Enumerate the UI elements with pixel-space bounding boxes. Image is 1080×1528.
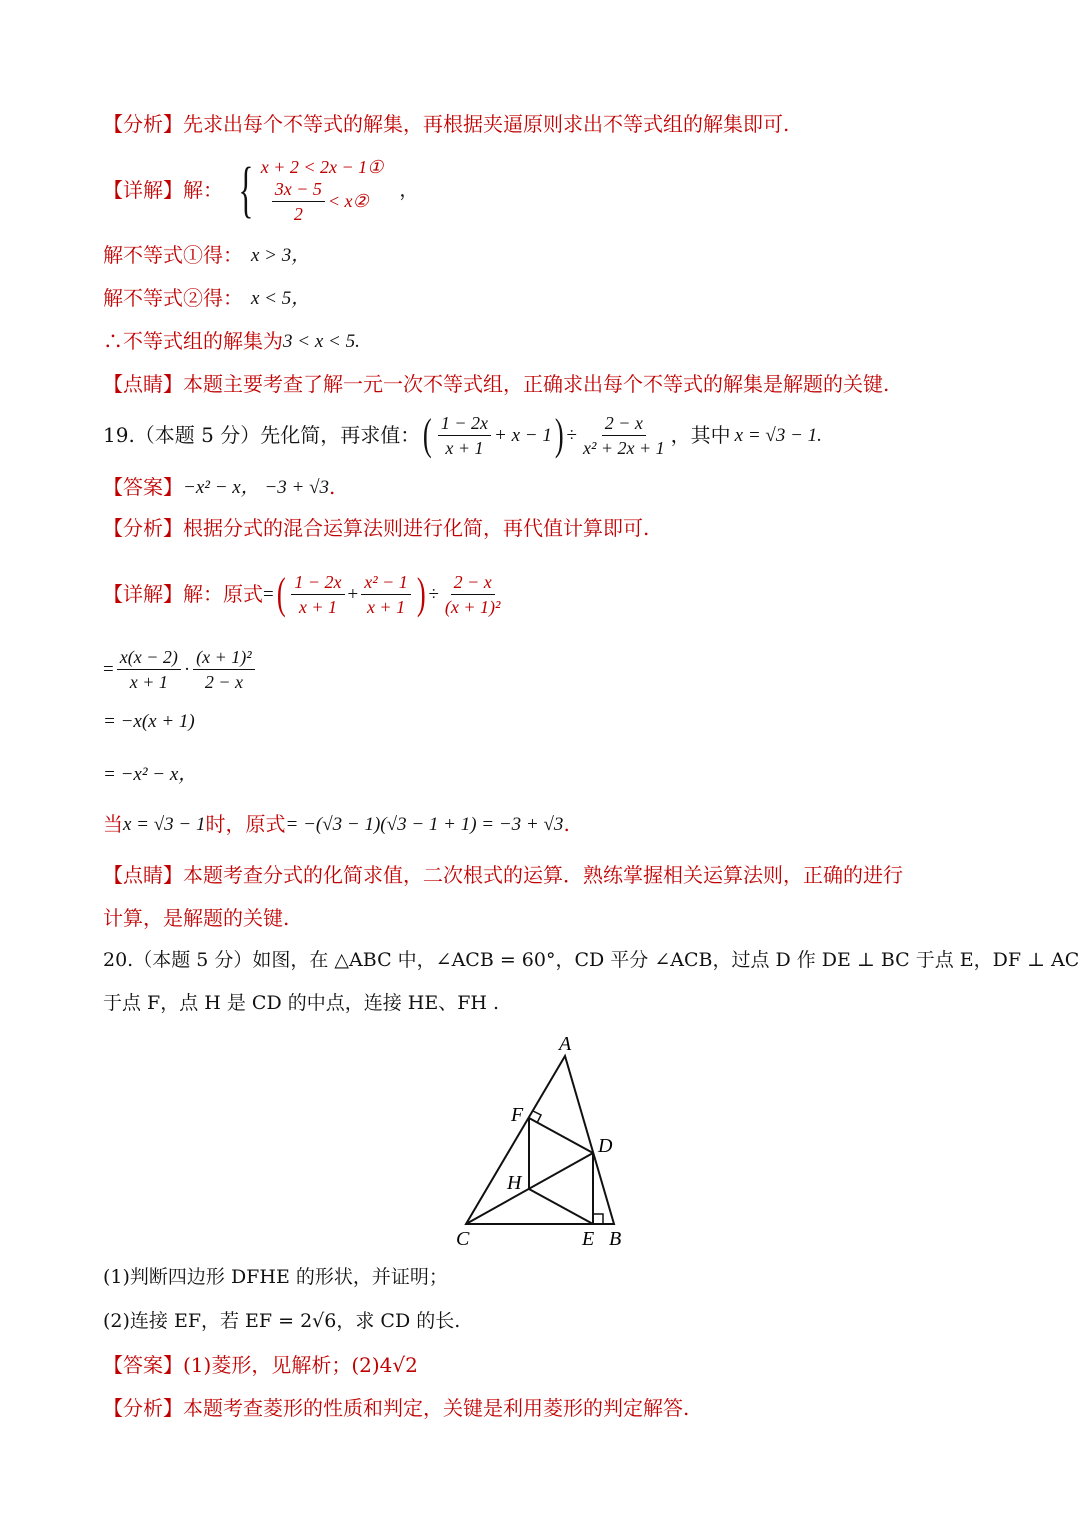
q19-comment-cont: 计算，是解题的关键. (103, 906, 290, 930)
q20-analysis (103, 1398, 689, 1418)
fraction: $\frac{\text{(x + 1)²}}{2 - x}$ (193, 648, 255, 691)
label-b: B (609, 1228, 622, 1250)
detail-prefix: 解：原式 (183, 582, 263, 606)
q20-question-line1: 20.（本题 5 分）如图，在 △ABC 中，∠ACB = 60°，CD 平分 ∠ACB，过点 D 作 DE ⊥ BC 于点 E，DF ⊥ AC (103, 949, 1080, 971)
analysis-tag: 【分析】 (103, 1396, 183, 1420)
inequality-1: x + 2 < 2x − 1① (260, 156, 384, 177)
analysis-tag: 【分析】 (103, 112, 183, 136)
answer-tag: 【答案】 (103, 1353, 183, 1377)
fraction: $\frac{x(x - 2)}{x + 1}$ (117, 648, 181, 691)
segment-he (529, 1189, 593, 1224)
q19-step4: = −x² − x， (103, 764, 198, 785)
label-e: E (582, 1228, 595, 1250)
sub-math: = −(√3 − 1)(√3 − 1 + 1) = −3 + √3 (285, 813, 564, 835)
q20-part2: (2)连接 EF，若 EF = 2√6，求 CD 的长. (103, 1310, 461, 1332)
comment-text: 本题考查分式的化简求值，二次根式的运算．熟练掌握相关运算法则，正确的进行 (183, 863, 903, 887)
q19-detail (103, 568, 506, 620)
q19-comment (103, 865, 903, 885)
fraction: $\frac{2 - x}{\text{(x + 1)²}}$ (444, 571, 501, 617)
comment-text: 本题主要考查了解一元一次不等式组，正确求出每个不等式的解集是解题的关键. (183, 372, 890, 396)
where-label: ，其中 (670, 423, 731, 447)
fraction: $\frac{1 - 2x}{x + 1}$ (438, 414, 491, 457)
dot: · (183, 658, 191, 680)
equals: = (103, 658, 114, 680)
label-h: H (507, 1172, 522, 1194)
conclusion-math: 3 < x < 5. (283, 330, 360, 352)
inequality-system (261, 158, 384, 223)
detail-tag: 【详解】 (103, 582, 183, 606)
sub-math: x = √3 − 1 (123, 813, 206, 835)
div-sign: ÷ (428, 583, 439, 605)
period: . (329, 475, 336, 499)
label-a: A (559, 1033, 572, 1055)
label-c: C (456, 1228, 470, 1250)
answer-text: (1)菱形，见解析；(2)4√2 (183, 1353, 418, 1377)
q19-title (103, 410, 822, 460)
fraction: $\frac{1 - 2x}{x + 1}$ (291, 573, 344, 616)
paren: ( (276, 569, 286, 618)
q18-conclusion (103, 331, 360, 351)
label-d: D (598, 1135, 613, 1157)
inequality-2-fraction: $\frac{3x - 5}{2}$ (272, 180, 325, 223)
triangle-abc (466, 1056, 614, 1224)
fraction: $\frac{2 - x}{\text{x² + 2x + 1}}$ (582, 412, 665, 458)
comma: ， (399, 179, 419, 201)
q18-step1 (103, 245, 310, 265)
step-math: x < 5， (251, 287, 311, 309)
period: . (563, 812, 570, 836)
q19-answer (103, 477, 335, 497)
paren: ) (554, 410, 564, 459)
analysis-tag: 【分析】 (103, 516, 183, 540)
paren: ( (423, 410, 432, 459)
triangle-figure (440, 1030, 640, 1252)
q20-answer (103, 1355, 418, 1375)
label-f: F (511, 1104, 524, 1126)
analysis-text: 先求出每个不等式的解集，再根据夹逼原则求出不等式组的解集即可. (183, 112, 790, 136)
answer-math: −x² − x， −3 + √3 (183, 476, 330, 498)
q20-part1: (1)判断四边形 DFHE 的形状，并证明； (103, 1266, 448, 1288)
q19-analysis (103, 518, 649, 538)
div-sign: ÷ (566, 424, 577, 446)
expr-mid: + x − 1 (494, 424, 552, 446)
q18-step2 (103, 288, 310, 308)
q18-analysis (103, 114, 789, 134)
analysis-text: 根据分式的混合运算法则进行化简，再代值计算即可. (183, 516, 650, 540)
right-angle-e (593, 1214, 603, 1224)
q18-comment (103, 374, 889, 394)
equals: = (263, 583, 274, 605)
question-title: 19.（本题 5 分）先化简，再求值： (103, 423, 421, 447)
q19-step2 (103, 642, 258, 696)
conclusion-label: ∴不等式组的解集为 (103, 329, 283, 353)
detail-tag: 【详解】 (103, 178, 183, 202)
fraction: $\frac{\text{x² − 1}}{x + 1}$ (361, 573, 411, 616)
system-brace: { (238, 156, 254, 224)
comment-tag: 【点睛】 (103, 372, 183, 396)
q20-question-line2: 于点 F，点 H 是 CD 的中点，连接 HE、FH . (103, 992, 500, 1014)
detail-prefix: 解： (183, 178, 223, 202)
q19-step3: = −x(x + 1) (103, 711, 195, 732)
plus: + (347, 583, 359, 605)
step-label: 解不等式②得： (103, 286, 243, 310)
q19-substitution (103, 814, 570, 834)
segment-fd (529, 1118, 593, 1153)
sub-label: 当 (103, 812, 123, 836)
step-label: 解不等式①得： (103, 243, 243, 267)
comment-tag: 【点睛】 (103, 863, 183, 887)
where-math: x = √3 − 1. (734, 424, 822, 446)
answer-tag: 【答案】 (103, 475, 183, 499)
analysis-text: 本题考查菱形的性质和判定，关键是利用菱形的判定解答. (183, 1396, 690, 1420)
inequality-2-rest: < x② (327, 191, 369, 211)
q18-detail (103, 150, 418, 230)
sub-label: 时，原式 (205, 812, 286, 836)
step-math: x > 3， (251, 244, 311, 266)
paren: ) (416, 569, 426, 618)
